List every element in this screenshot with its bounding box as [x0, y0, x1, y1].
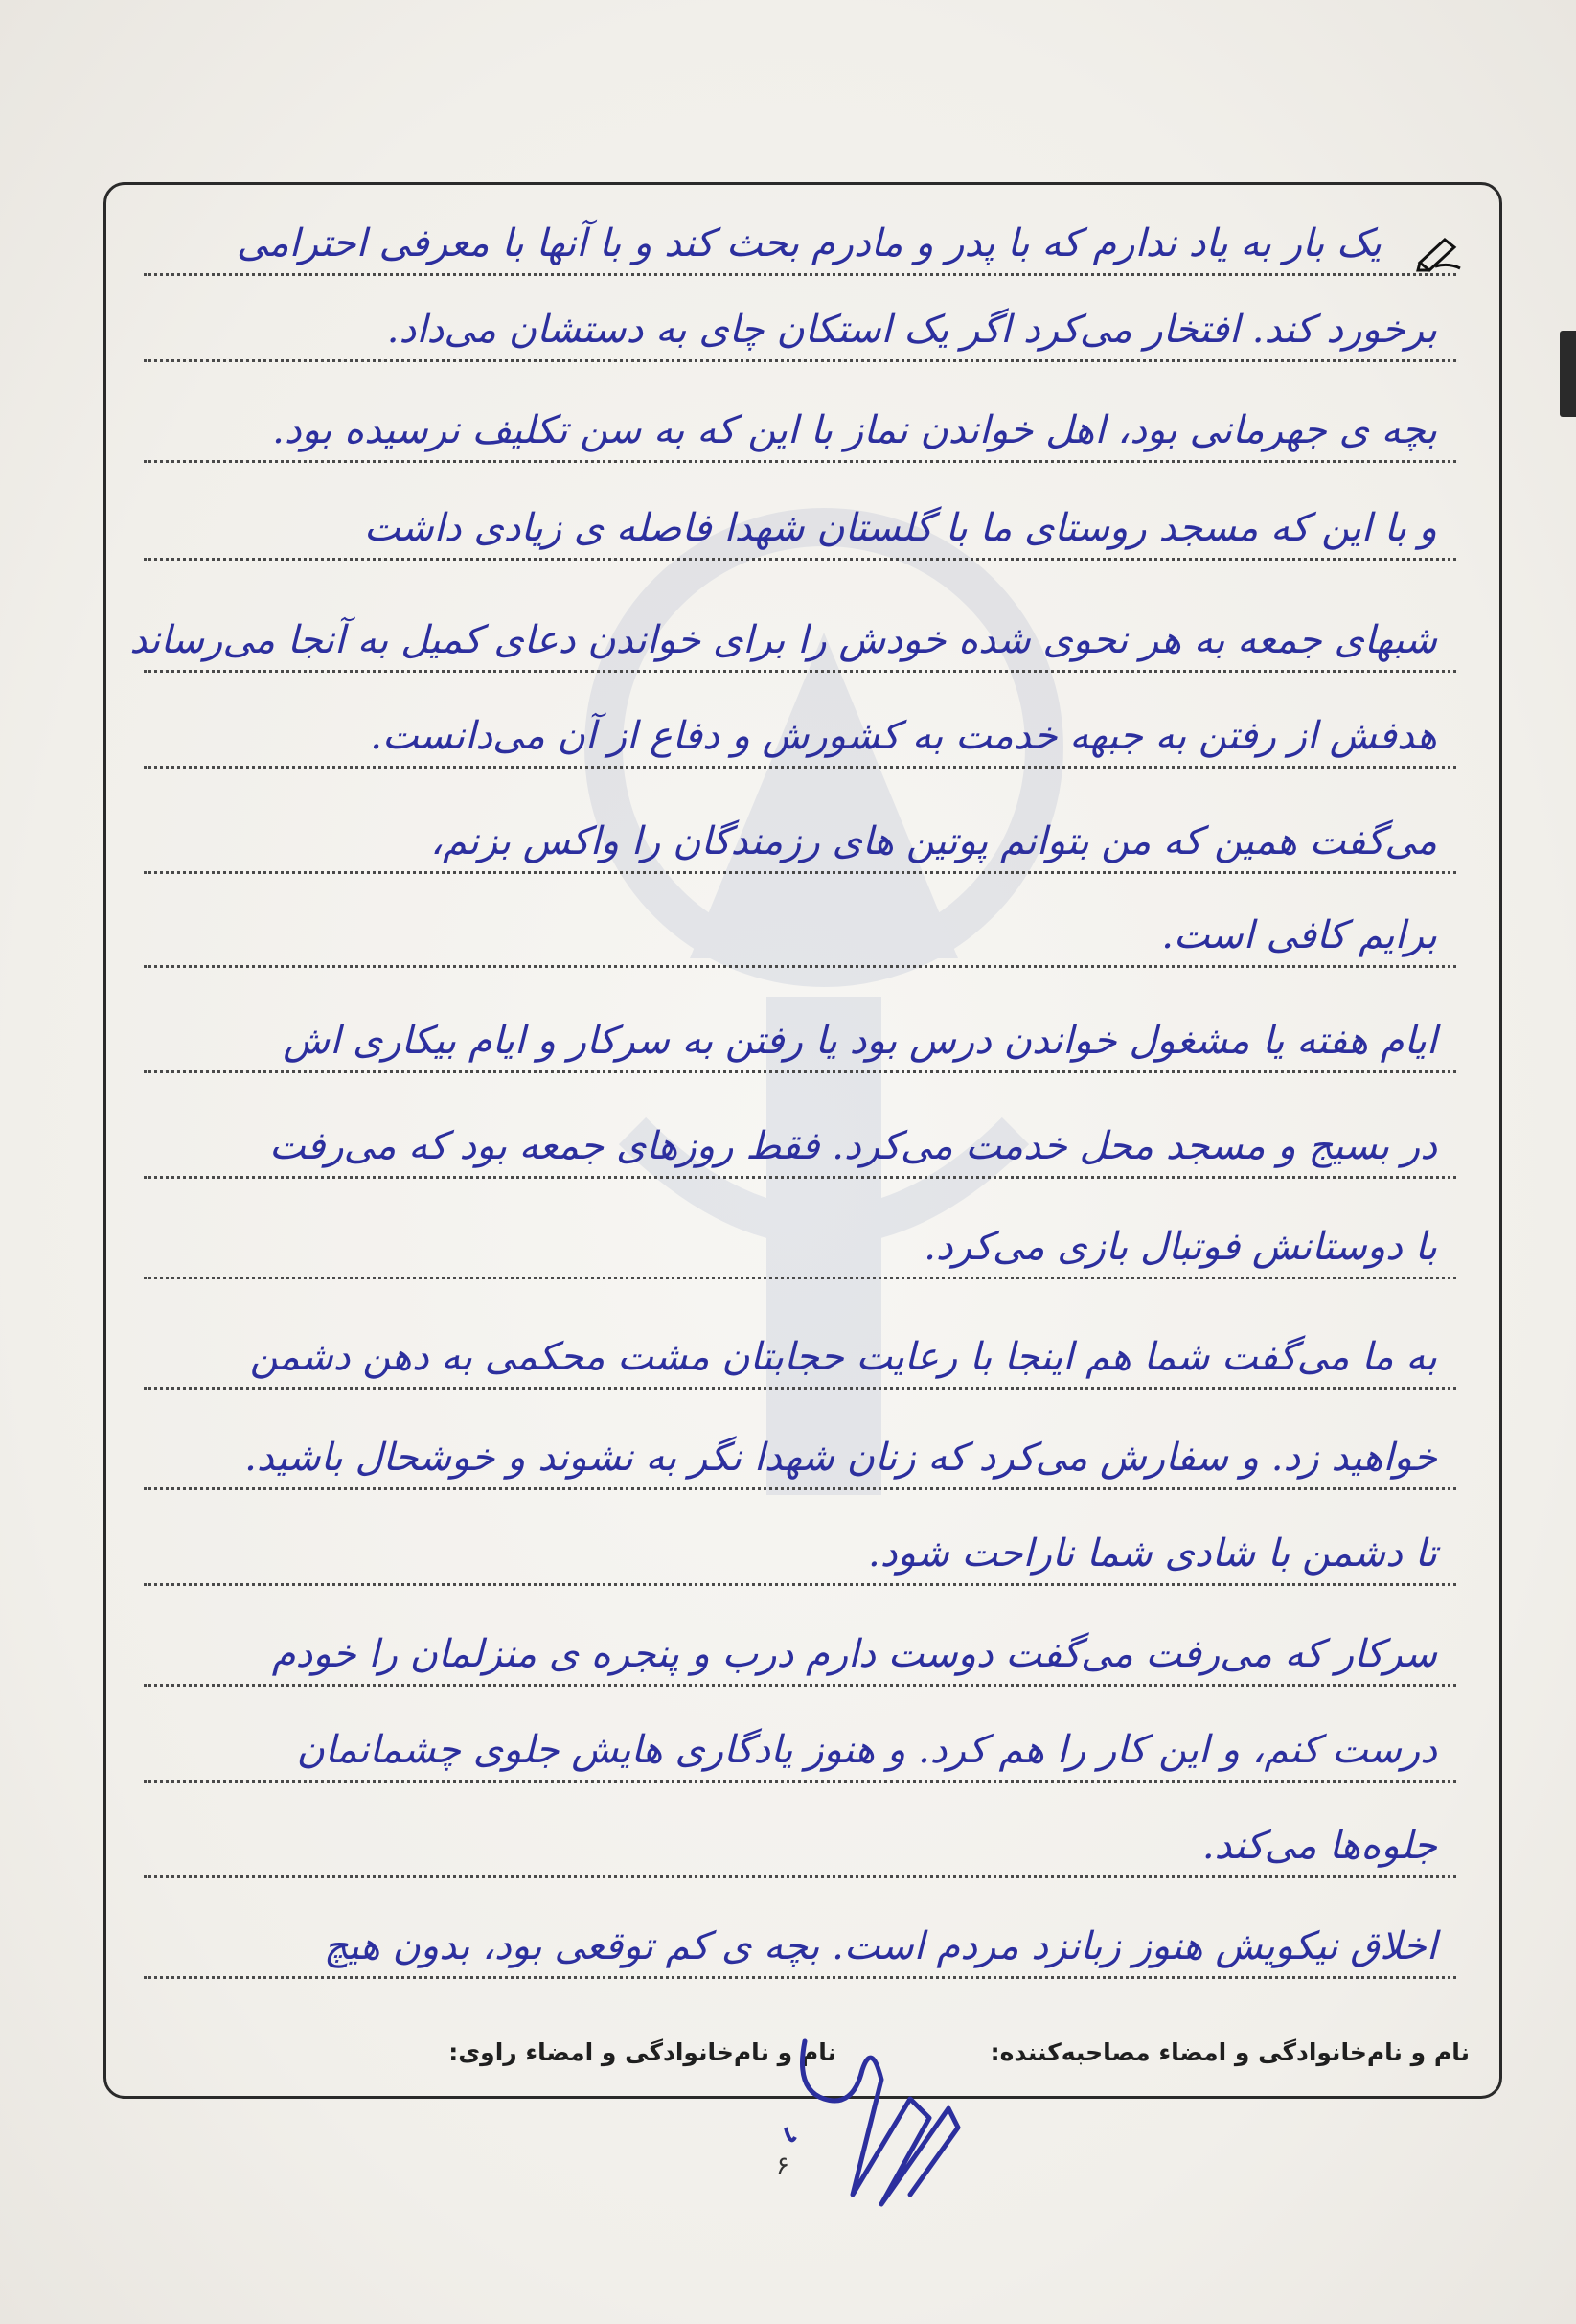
- binding-edge-mark: [1560, 331, 1576, 417]
- text-line: [144, 882, 1456, 968]
- interviewer-label: نام و نام‌خانوادگی و امضاء مصاحبه‌کننده:: [990, 2038, 1470, 2066]
- handwritten-text: بچه ی جهرمانی بود، اهل خواندن نماز با این که به سن تکلیف نرسیده بود.: [272, 408, 1437, 452]
- text-line: [144, 788, 1456, 874]
- text-line: [144, 190, 1456, 276]
- handwritten-text: اخلاق نیکویش هنوز زبانزد مردم است. بچه ی کم توقعی بود، بدون هیچ: [323, 1924, 1437, 1968]
- handwritten-text: خواهید زد. و سفارش می‌کرد که زنان شهدا نگر به نشوند و خوشحال باشید.: [244, 1436, 1437, 1480]
- handwritten-text: یک بار به یاد ندارم که با پدر و مادرم بحث کند و با آنها با معرفی احترامی: [236, 221, 1382, 265]
- text-line: [144, 276, 1456, 362]
- text-line: [144, 1404, 1456, 1490]
- handwritten-text: هدفش از رفتن به جبهه خدمت به کشورش و دفاع از آن می‌دانست.: [370, 714, 1437, 758]
- handwritten-text: سرکار که می‌رفت می‌گفت دوست دارم درب و پنجره ی منزلمان را خودم: [271, 1632, 1437, 1676]
- handwritten-text: ایام هفته یا مشغول خواندن درس بود یا رفتن به سرکار و ایام بیکاری اش: [283, 1019, 1437, 1063]
- text-line: [144, 377, 1456, 463]
- handwritten-text: برایم کافی است.: [1161, 913, 1437, 957]
- handwritten-text: شبهای جمعه به هر نحوی شده خودش را برای خواندن دعای کمیل به آنجا می‌رساند: [129, 618, 1437, 662]
- text-line: [144, 682, 1456, 769]
- page-number: ۶: [776, 2151, 789, 2180]
- handwritten-text: به ما می‌گفت شما هم اینجا با رعایت حجابتان مشت محکمی به دهن دشمن: [249, 1335, 1437, 1379]
- handwritten-text: با دوستانش فوتبال بازی می‌کرد.: [924, 1225, 1437, 1269]
- text-line: [144, 987, 1456, 1073]
- text-line: [144, 1600, 1456, 1687]
- handwritten-text: جلوه‌ها می‌کند.: [1201, 1824, 1437, 1868]
- text-line: [129, 587, 1456, 673]
- handwritten-text: برخورد کند. افتخار می‌کرد اگر یک استکان چای به دستشان می‌داد.: [386, 308, 1437, 352]
- text-line: [144, 1893, 1456, 1979]
- text-line: [144, 1500, 1456, 1586]
- handwritten-text: در بسیج و مسجد محل خدمت می‌کرد. فقط روزهای جمعه بود که می‌رفت: [268, 1124, 1437, 1168]
- text-line: [144, 474, 1456, 561]
- text-line: [144, 1093, 1456, 1179]
- text-line: [144, 1696, 1456, 1783]
- signature-icon: [766, 1984, 1006, 2214]
- handwritten-text: درست کنم، و این کار را هم کرد. و هنوز یادگاری هایش جلوی چشمانمان: [296, 1728, 1437, 1772]
- handwritten-lines: [129, 0, 1456, 2013]
- narrator-label: نام و نام‌خانوادگی و امضاء راوی:: [448, 2038, 836, 2066]
- text-line: [144, 1792, 1456, 1878]
- handwritten-text: می‌گفت همین که من بتوانم پوتین های رزمندگان را واکس بزنم،: [430, 819, 1437, 863]
- text-line: [144, 1193, 1456, 1279]
- handwritten-text: تا دشمن با شادی شما ناراحت شود.: [868, 1531, 1437, 1576]
- text-line: [144, 1303, 1456, 1390]
- handwritten-text: و با این که مسجد روستای ما با گلستان شهدا فاصله ی زیادی داشت: [363, 506, 1437, 550]
